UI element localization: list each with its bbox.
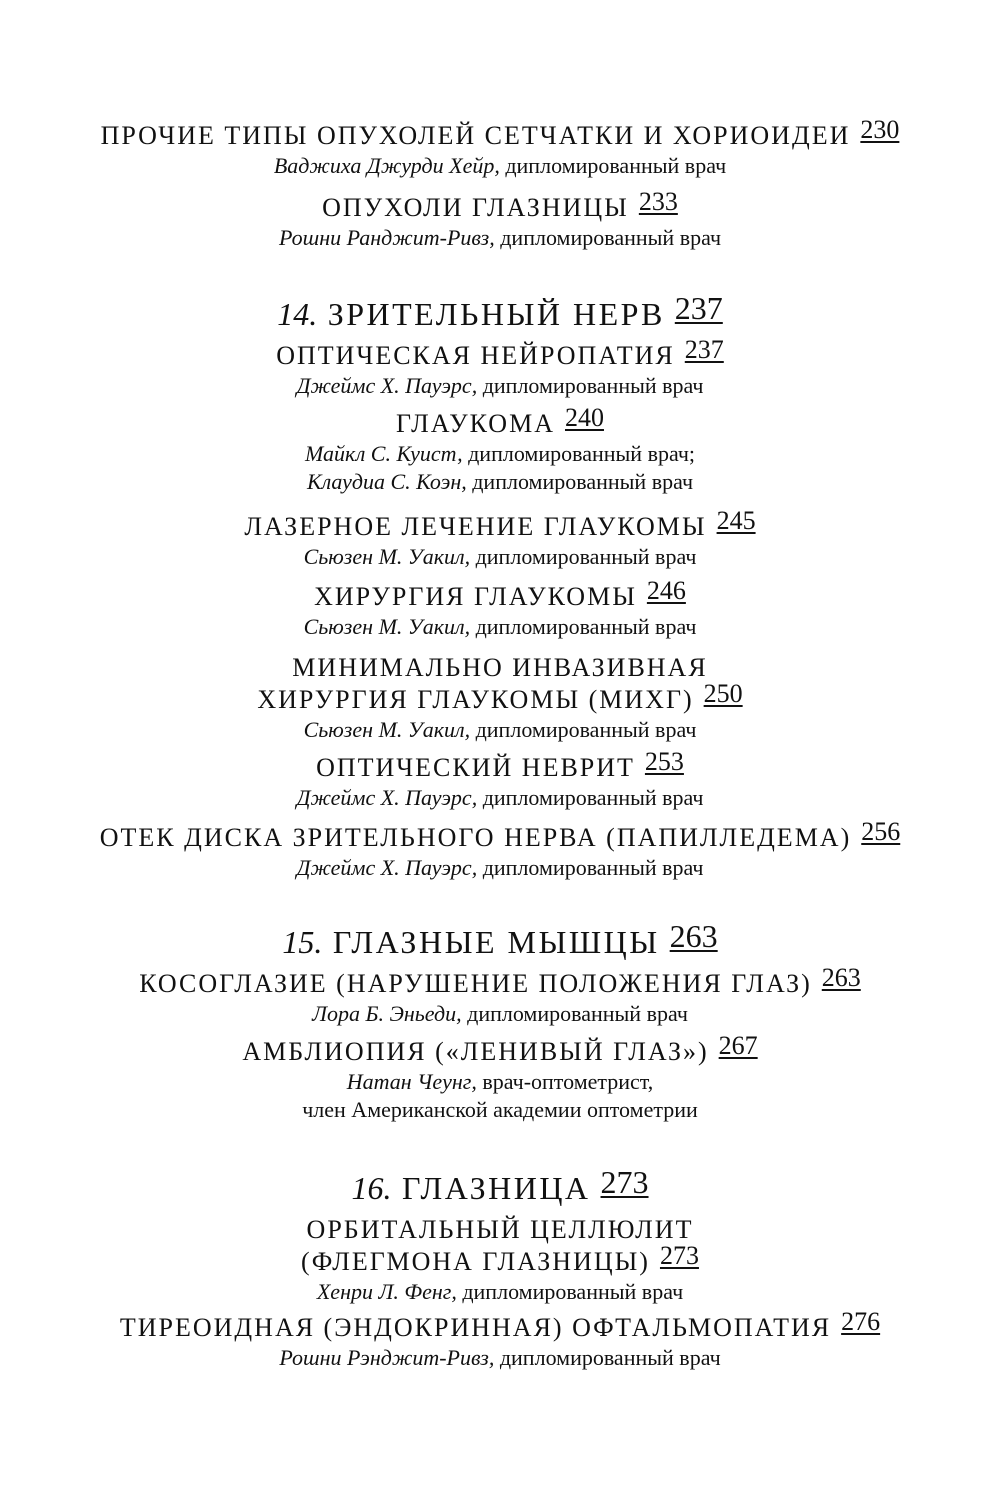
author-name: Джеймс Х. Пауэрс, (296, 373, 478, 398)
author-role: дипломированный врач (505, 153, 727, 178)
author-name: Джеймс Х. Пауэрс, (296, 855, 478, 880)
chapter-title-line (0, 1164, 1000, 1208)
author-role: дипломированный врач (482, 373, 704, 398)
author-name: Ваджиха Джурди Хейр, (273, 153, 500, 178)
author-line (0, 224, 1000, 252)
chapter-title-line (0, 290, 1000, 334)
author-name: Рошни Рэнджит-Ривз, (279, 1345, 495, 1370)
entry-title-text: КОСОГЛАЗИЕ (НАРУШЕНИЕ ПОЛОЖЕНИЯ ГЛАЗ) (139, 969, 812, 998)
author-role: дипломированный врач; (468, 441, 696, 466)
entry-title-line (0, 817, 1000, 854)
author-line (0, 784, 1000, 812)
page-number[interactable]: 256 (861, 817, 901, 846)
entry-title-line (0, 335, 1000, 372)
entry-title-line (0, 115, 1000, 152)
page-number[interactable]: 253 (644, 747, 684, 776)
page-number[interactable]: 240 (564, 403, 604, 432)
entry-title-line (0, 1307, 1000, 1344)
toc-entry (0, 1307, 1000, 1372)
chapter-heading (0, 1164, 1000, 1208)
author-role: дипломированный врач (482, 785, 704, 810)
author-name: Майкл С. Куист, (304, 441, 463, 466)
entry-title-text: (ФЛЕГМОНА ГЛАЗНИЦЫ) (301, 1247, 650, 1276)
toc-entry (0, 1214, 1000, 1306)
page-number[interactable]: 250 (703, 679, 743, 708)
author-role: дипломированный врач (500, 225, 722, 250)
page-number[interactable]: 237 (684, 335, 724, 364)
entry-title-text: ОПУХОЛИ ГЛАЗНИЦЫ (322, 193, 629, 222)
page-number[interactable]: 263 (669, 918, 718, 954)
entry-title-line (0, 1241, 1000, 1278)
toc-entry (0, 506, 1000, 571)
author-role: дипломированный врач (472, 469, 694, 494)
entry-title-text: АМБЛИОПИЯ («ЛЕНИВЫЙ ГЛАЗ») (242, 1037, 709, 1066)
author-name: Рошни Ранджит-Ривз, (278, 225, 495, 250)
toc-entry (0, 747, 1000, 812)
entry-title-text: ГЛАУКОМА (396, 409, 555, 438)
author-line (0, 372, 1000, 400)
entry-title-text: ТИРЕОИДНАЯ (ЭНДОКРИННАЯ) ОФТАЛЬМОПАТИЯ (119, 1313, 832, 1342)
author-role: дипломированный врач (482, 855, 704, 880)
page-number[interactable]: 267 (718, 1031, 758, 1060)
entry-title-text: ОТЕК ДИСКА ЗРИТЕЛЬНОГО НЕРВА (ПАПИЛЛЕДЕМА) (99, 823, 852, 852)
toc-entry (0, 115, 1000, 180)
author-line (0, 1278, 1000, 1306)
toc-entry (0, 187, 1000, 252)
author-name: Сьюзен М. Уакил, (303, 717, 471, 742)
page-number[interactable]: 273 (659, 1241, 699, 1270)
author-line (0, 440, 1000, 468)
page-number[interactable]: 263 (821, 963, 861, 992)
entry-title-line (0, 1031, 1000, 1068)
author-name: Натан Чеунг, (346, 1069, 477, 1094)
author-line (0, 152, 1000, 180)
author-name: Джеймс Х. Пауэрс, (296, 785, 478, 810)
entry-title-text: ОРБИТАЛЬНЫЙ ЦЕЛЛЮЛИТ (306, 1215, 694, 1244)
author-role: дипломированный врач (499, 1345, 721, 1370)
entry-title-text: ОПТИЧЕСКИЙ НЕВРИТ (316, 753, 635, 782)
author-role: член Американской академии оптометрии (302, 1097, 698, 1122)
author-name: Сьюзен М. Уакил, (303, 544, 471, 569)
page-number[interactable]: 276 (841, 1307, 881, 1336)
page-number[interactable]: 237 (674, 290, 723, 326)
author-name: Сьюзен М. Уакил, (303, 614, 471, 639)
toc-entry (0, 403, 1000, 496)
page-number[interactable]: 273 (600, 1164, 649, 1200)
author-role: дипломированный врач (475, 717, 697, 742)
author-name: Клаудиа С. Коэн, (306, 469, 467, 494)
chapter-title-text: ГЛАЗНЫЕ МЫШЦЫ (322, 924, 660, 960)
author-line (0, 613, 1000, 641)
author-role: дипломированный врач (475, 614, 697, 639)
author-line (0, 543, 1000, 571)
author-role: дипломированный врач (467, 1001, 688, 1026)
entry-title-text: ЛАЗЕРНОЕ ЛЕЧЕНИЕ ГЛАУКОМЫ (244, 512, 707, 541)
entry-title-line (0, 963, 1000, 1000)
author-line (0, 716, 1000, 744)
chapter-title-text: ЗРИТЕЛЬНЫЙ НЕРВ (317, 296, 665, 332)
toc-entry (0, 1031, 1000, 1124)
page-number[interactable]: 230 (860, 115, 900, 144)
entry-title-line (0, 747, 1000, 784)
page-number[interactable]: 245 (716, 506, 756, 535)
author-name: Лора Б. Эньеди, (312, 1001, 462, 1026)
author-line (0, 1344, 1000, 1372)
toc-entry (0, 335, 1000, 400)
entry-title-line (0, 679, 1000, 716)
toc-entry (0, 963, 1000, 1028)
toc-entry (0, 576, 1000, 641)
entry-title-text: ХИРУРГИЯ ГЛАУКОМЫ (МИХГ) (257, 685, 694, 714)
chapter-title-line (0, 918, 1000, 962)
author-line (0, 1068, 1000, 1096)
author-role: врач-оптометрист, (482, 1069, 654, 1094)
entry-title-line (0, 506, 1000, 543)
toc-entry (0, 817, 1000, 882)
author-line (0, 1096, 1000, 1124)
author-line (0, 468, 1000, 496)
chapter-number: 14. (277, 296, 318, 332)
entry-title-text: ПРОЧИЕ ТИПЫ ОПУХОЛЕЙ СЕТЧАТКИ И ХОРИОИДЕИ (100, 121, 851, 150)
author-role: дипломированный врач (462, 1279, 684, 1304)
toc-entry (0, 652, 1000, 744)
page-number[interactable]: 233 (638, 187, 678, 216)
entry-title-text: ХИРУРГИЯ ГЛАУКОМЫ (314, 582, 637, 611)
entry-title-line (0, 187, 1000, 224)
entry-title-line (0, 652, 1000, 684)
author-name: Хенри Л. Фенг, (316, 1279, 457, 1304)
entry-title-line (0, 576, 1000, 613)
author-line (0, 1000, 1000, 1028)
author-role: дипломированный врач (475, 544, 697, 569)
entry-title-line (0, 1214, 1000, 1246)
author-line (0, 854, 1000, 882)
chapter-heading (0, 918, 1000, 962)
chapter-title-text: ГЛАЗНИЦА (391, 1170, 591, 1206)
entry-title-text: ОПТИЧЕСКАЯ НЕЙРОПАТИЯ (276, 341, 675, 370)
chapter-number: 16. (351, 1170, 392, 1206)
chapter-number: 15. (282, 924, 323, 960)
chapter-heading (0, 290, 1000, 334)
entry-title-text: МИНИМАЛЬНО ИНВАЗИВНАЯ (292, 653, 708, 682)
page-number[interactable]: 246 (646, 576, 686, 605)
entry-title-line (0, 403, 1000, 440)
